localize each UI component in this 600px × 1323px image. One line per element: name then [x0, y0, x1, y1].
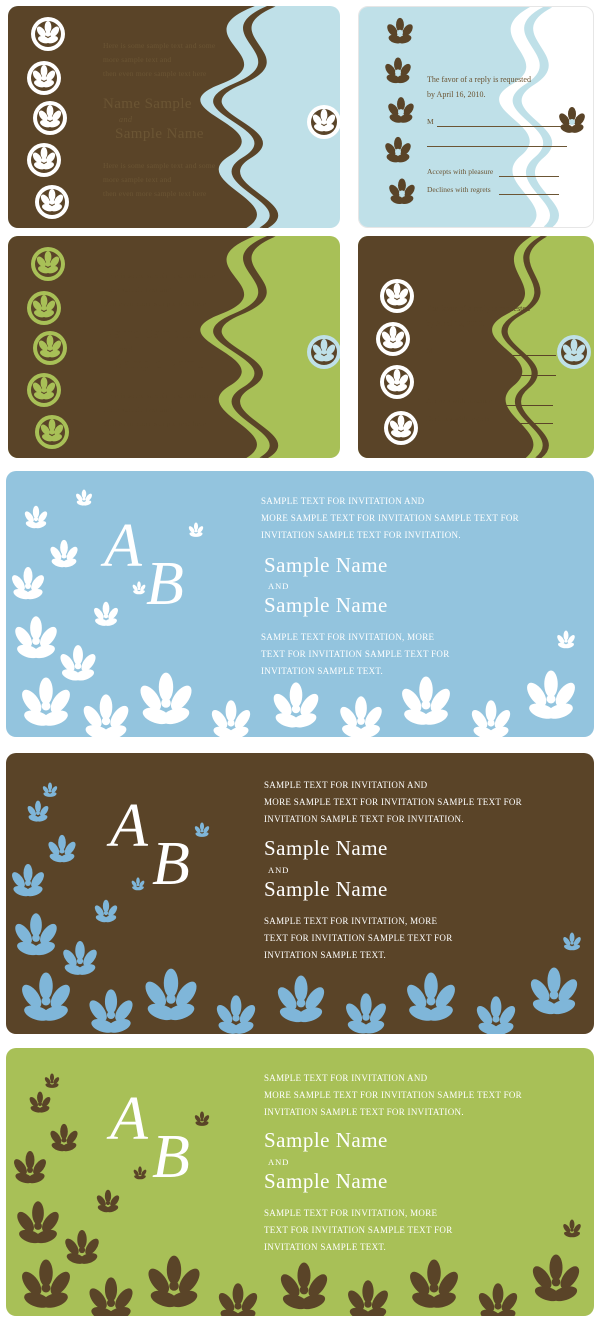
top-line-2: MORE SAMPLE TEXT FOR INVITATION SAMPLE TEXT FOR: [261, 513, 519, 523]
rsvp-accepts-label: Accepts with pleasure: [426, 396, 493, 405]
top-line-3: INVITATION SAMPLE TEXT FOR INVITATION.: [264, 1107, 464, 1117]
bottom-paragraph: [264, 1205, 453, 1256]
flower-strip: [359, 7, 437, 227]
rsvp-request: [426, 301, 530, 331]
rsvp-declines-line: [498, 423, 553, 424]
rsvp-request-line-2: by April 16, 2010.: [426, 319, 485, 328]
bottom-line-3: INVITATION SAMPLE TEXT.: [261, 666, 384, 676]
monogram-b: B: [146, 550, 184, 618]
paragraph-bottom-line-3: then even more sample text here: [103, 189, 207, 198]
card-invite-green: [8, 236, 340, 458]
paragraph-bottom: [103, 159, 215, 201]
and-word: AND: [268, 865, 290, 875]
and-word: AND: [268, 1157, 290, 1167]
rsvp-accepts-line: [499, 176, 559, 177]
bottom-line-1: SAMPLE TEXT FOR INVITATION, MORE: [264, 1208, 438, 1218]
name-first: Sample Name: [264, 836, 388, 860]
name-second: Sample Name: [264, 877, 388, 901]
monogram-a: A: [110, 1085, 148, 1153]
rsvp-request-line-2: by April 16, 2010.: [427, 90, 486, 99]
name-second: Sample Name: [115, 126, 204, 142]
and-word: AND: [268, 581, 290, 591]
and-word: and: [119, 115, 133, 124]
top-paragraph: [264, 777, 522, 828]
name-second: Sample Name: [264, 1169, 388, 1193]
bottom-line-2: TEXT FOR INVITATION SAMPLE TEXT FOR: [261, 649, 450, 659]
and-word: and: [119, 345, 133, 354]
name-first: Sample Name: [264, 553, 388, 577]
rsvp-name-line-2: [427, 146, 567, 147]
top-paragraph: [264, 1070, 522, 1121]
bottom-line-3: INVITATION SAMPLE TEXT.: [264, 1242, 387, 1252]
rsvp-declines-label: Declines with regrets: [427, 185, 491, 194]
flower-medallion: [304, 332, 340, 372]
rsvp-declines-label: Declines with regrets: [426, 414, 490, 423]
paragraph-top-line-2: more sample text and: [103, 285, 172, 294]
bottom-line-2: TEXT FOR INVITATION SAMPLE TEXT FOR: [264, 1225, 453, 1235]
flower-strip: [358, 236, 436, 458]
rsvp-name-line-1: [436, 355, 556, 356]
paragraph-top-line-3: then even more sample text here: [103, 299, 207, 308]
rsvp-m-prefix: M: [427, 117, 434, 126]
paragraph-bottom-line-2: more sample text and: [103, 405, 172, 414]
names-block: [103, 96, 204, 143]
paragraph-top-line-1: Here is some sample text and some: [103, 271, 216, 280]
name-first: Name Sample: [103, 326, 192, 342]
flower-strip: [8, 6, 86, 228]
card-big-green: [6, 1048, 594, 1316]
paragraph-bottom: [103, 389, 215, 431]
card-invite-blue: [8, 6, 340, 228]
top-line-1: SAMPLE TEXT FOR INVITATION AND: [264, 1073, 428, 1083]
bottom-line-1: SAMPLE TEXT FOR INVITATION, MORE: [261, 632, 435, 642]
top-line-2: MORE SAMPLE TEXT FOR INVITATION SAMPLE TEXT FOR: [264, 797, 522, 807]
paragraph-top-line-3: then even more sample text here: [103, 69, 207, 78]
bottom-line-1: SAMPLE TEXT FOR INVITATION, MORE: [264, 916, 438, 926]
flower-medallion: [554, 332, 594, 372]
monogram-b: B: [152, 830, 190, 898]
monogram-a: A: [110, 792, 148, 860]
rsvp-m-prefix: M: [426, 346, 433, 355]
paragraph-top: [103, 39, 215, 81]
paragraph-top-line-2: more sample text and: [103, 55, 172, 64]
names-block: [103, 326, 204, 373]
bottom-paragraph: [261, 629, 450, 680]
top-line-3: INVITATION SAMPLE TEXT FOR INVITATION.: [261, 530, 461, 540]
card-big-blue: [6, 471, 594, 737]
monogram-a: A: [104, 512, 142, 580]
top-line-3: INVITATION SAMPLE TEXT FOR INVITATION.: [264, 814, 464, 824]
rsvp-request-line-1: The favor of a reply is requested: [426, 304, 530, 313]
paragraph-bottom-line-2: more sample text and: [103, 175, 172, 184]
rsvp-name-line-1: [437, 126, 567, 127]
rsvp-declines-line: [499, 194, 559, 195]
bottom-paragraph: [264, 913, 453, 964]
name-first: Sample Name: [264, 1128, 388, 1152]
flower-strip: [8, 236, 86, 458]
rsvp-accepts-line: [498, 405, 553, 406]
top-line-2: MORE SAMPLE TEXT FOR INVITATION SAMPLE TEXT FOR: [264, 1090, 522, 1100]
name-second: Sample Name: [264, 593, 388, 617]
paragraph-bottom-line-3: then even more sample text here: [103, 419, 207, 428]
rsvp-accepts-label: Accepts with pleasure: [427, 167, 494, 176]
top-paragraph: [261, 493, 519, 544]
rsvp-request-line-1: The favor of a reply is requested: [427, 75, 531, 84]
name-second: Sample Name: [115, 356, 204, 372]
rsvp-name-line-2: [426, 375, 556, 376]
flower-medallion: [304, 102, 340, 142]
rsvp-request: [427, 72, 531, 102]
card-big-brown: [6, 753, 594, 1034]
paragraph-bottom-line-1: Here is some sample text and some: [103, 161, 216, 170]
flower-accent: [555, 105, 589, 139]
paragraph-top-line-1: Here is some sample text and some: [103, 41, 216, 50]
bottom-line-2: TEXT FOR INVITATION SAMPLE TEXT FOR: [264, 933, 453, 943]
paragraph-bottom-line-1: Here is some sample text and some: [103, 391, 216, 400]
name-first: Name Sample: [103, 96, 192, 112]
top-line-1: SAMPLE TEXT FOR INVITATION AND: [261, 496, 425, 506]
top-line-1: SAMPLE TEXT FOR INVITATION AND: [264, 780, 428, 790]
card-rsvp-green: [358, 236, 594, 458]
paragraph-top: [103, 269, 215, 311]
monogram-b: B: [152, 1123, 190, 1191]
bottom-line-3: INVITATION SAMPLE TEXT.: [264, 950, 387, 960]
card-rsvp-blue: [358, 6, 594, 228]
